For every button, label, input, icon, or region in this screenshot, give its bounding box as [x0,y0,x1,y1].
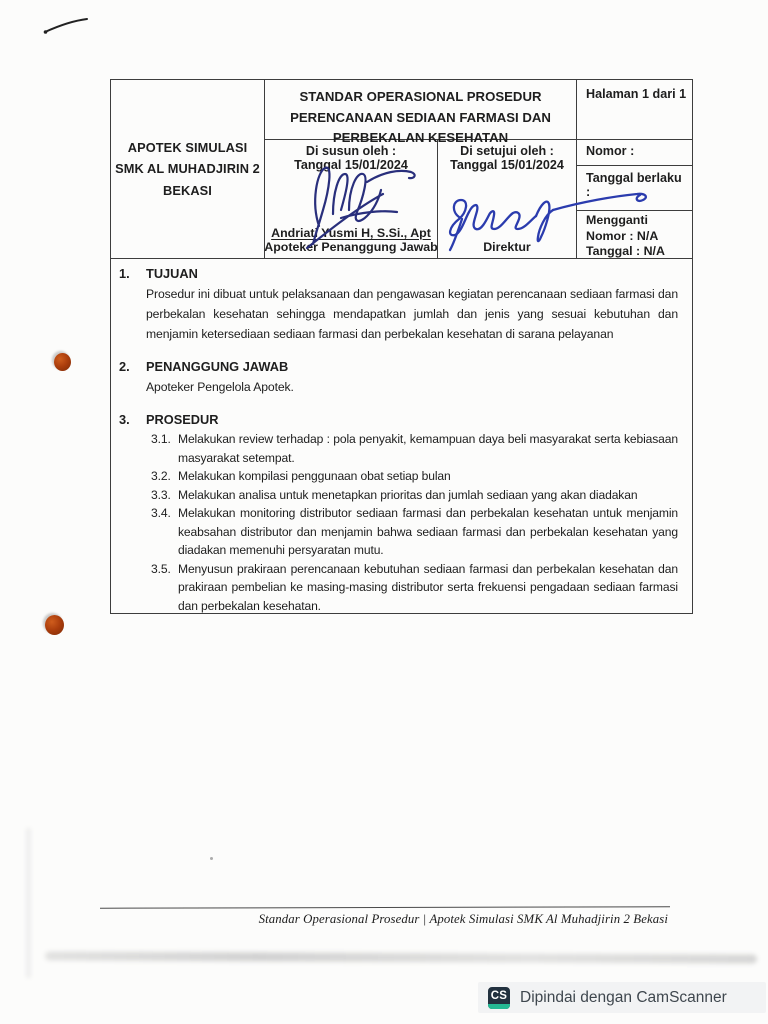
approved-by-cell [438,140,577,258]
pen-mark-artifact [40,12,96,38]
section-heading [119,410,678,430]
list-item-number: 3.1. [151,432,171,446]
footer-text: Standar Operasional Prosedur | Apotek Simulasi SMK Al Muhadjirin 2 Bekasi [258,912,668,926]
camscanner-icon [488,987,510,1009]
scan-speck [210,857,213,860]
page-count-cell: Halaman 1 dari 1 [577,80,692,140]
list-item-number: 3.4. [151,506,171,520]
approved-by-date: Tanggal 15/01/2024 [450,158,564,172]
camscanner-icon-strip [488,1004,510,1009]
list-item-text: Menyusun prakiraan perencanaan kebutuhan sediaan farmasi dan perbekalan kesehatan dan prakiraan pembelian ke masing-masing distributor serta frekuensi pengadaan sediaan farmasi dan perbekalan kesehatan. [178,561,678,613]
replaces-line: Nomor : N/A [586,228,659,243]
red-fastener-dot [45,615,64,635]
list-item-text: Melakukan monitoring distributor sediaan farmasi dan perbekalan kesehatan untuk menjamin keabsahan distributor dan menjamin bahwa sediaan farmasi dan perbekalan kesehatan yang diadakan memenuhi persyaratan mutu. [178,506,678,557]
organization-line: APOTEK SIMULASI [127,139,248,155]
list-item-text: Melakukan analisa untuk menetapkan prioritas dan jumlah sediaan yang akan diadakan [178,487,638,502]
sop-body [111,258,692,613]
red-fastener-dot [54,353,71,371]
organization-line: SMK AL MUHADJIRIN 2 [115,161,260,177]
list-item [151,430,678,467]
effective-date-cell: Tanggal berlaku : [577,166,692,211]
paper-edge-shade [26,828,31,978]
prepared-by-cell [265,140,438,258]
organization-line: BEKASI [163,182,212,198]
list-item [151,486,678,505]
approved-by-label: Di setujui oleh : [460,144,554,158]
camscanner-icon-text: CS [490,989,508,1002]
document-title [265,80,577,145]
list-item [151,467,678,486]
replaces-line: Tanggal : N/A [586,244,665,259]
paper-edge-shadow [45,951,757,963]
prepared-by-name: Andriati Yusmi H, S.Si., Apt [271,226,431,240]
document-title-line: STANDAR OPERASIONAL PROSEDUR [299,89,542,104]
sop-header-table [110,79,693,614]
list-item-text: Melakukan review terhadap : pola penyakit, kemampuan daya beli masyarakat serta kebiasaan masyarakat setempat. [178,432,678,465]
replaces-line: Mengganti [586,213,648,227]
section-number: 3. [119,412,130,427]
prepared-by-role: Apoteker Penanggung Jawab [264,240,438,254]
prepared-by-date: Tanggal 15/01/2024 [294,158,408,172]
list-item-number: 3.3. [151,487,171,502]
prepared-by-label: Di susun oleh : [305,144,397,158]
list-item [151,504,678,560]
list-item-text: Melakukan kompilasi penggunaan obat setiap bulan [178,469,451,483]
section-title: PENANGGUNG JAWAB [146,359,289,374]
procedure-list [151,430,678,613]
section-heading [119,357,678,377]
footer-divider [100,906,670,909]
list-item-number: 3.2. [151,469,171,483]
section-title: TUJUAN [146,266,198,281]
document-title-line: PERENCANAAN SEDIAAN FARMASI DAN [290,109,551,125]
approved-by-role: Direktur [483,240,531,254]
list-item-number: 3.5. [151,561,171,576]
section-paragraph: Apoteker Pengelola Apotek. [146,380,294,394]
section-number: 2. [119,359,130,374]
section-number: 1. [119,266,130,281]
camscanner-watermark [478,982,766,1013]
replaces-cell [577,211,692,258]
document-title-line: PERBEKALAN KESEHATAN [332,130,509,145]
number-label-cell: Nomor : [577,140,692,166]
organization-name [111,80,265,258]
section-paragraph: Prosedur ini dibuat untuk pelaksanaan dan pengawasan kegiatan perencanaan sediaan farmasi dan perbekalan kesehatan sehingga mendapatkan jumlah dan jenis yang sesuai kebutuhan dan menjamin ketersediaan sediaan farmasi dan perbekalan kesehatan di sarana pelayanan [146,287,678,341]
section-title: PROSEDUR [146,412,219,427]
camscanner-label: Dipindai dengan CamScanner [520,988,727,1006]
section-heading [119,264,678,284]
list-item [151,560,678,614]
